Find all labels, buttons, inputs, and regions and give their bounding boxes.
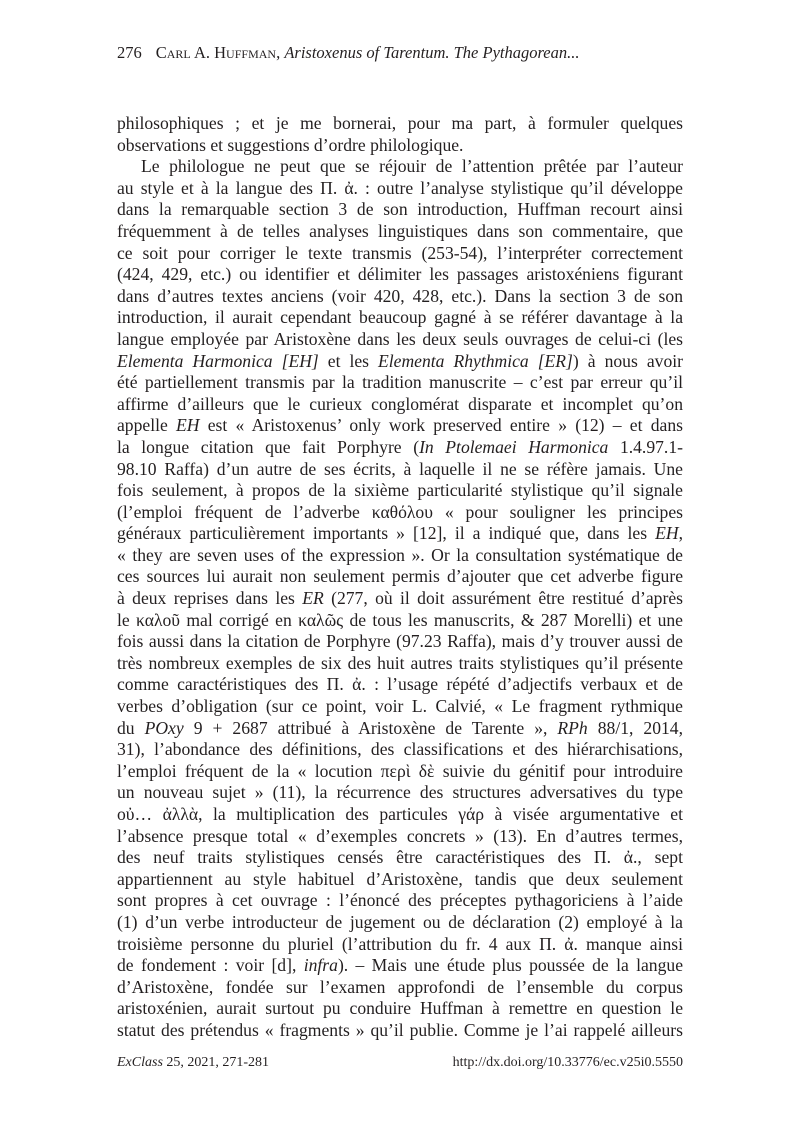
text-segment: l’absence presque total « d’exemples concrets » (13). En d’autres termes, xyxy=(117,825,683,846)
text-line xyxy=(117,847,683,869)
journal-name: ExClass xyxy=(117,1055,163,1070)
text-line xyxy=(117,674,683,696)
text-line xyxy=(117,286,683,308)
text-line xyxy=(117,696,683,718)
text-line xyxy=(117,588,683,610)
text-line xyxy=(117,437,683,459)
text-segment: et les xyxy=(318,350,379,371)
italic-text: Elementa Harmonica [EH] xyxy=(117,350,319,371)
text-segment: Le philologue ne peut que se réjouir de l’attention prêtée par l’auteur xyxy=(141,156,683,177)
italic-text: In Ptolemaei Harmonica xyxy=(419,436,609,457)
text-line xyxy=(117,998,683,1020)
text-segment: verbes d’obligation (sur ce point, voir L. Calvié, « Le fragment rythmique xyxy=(117,696,683,717)
text-line xyxy=(117,955,683,977)
text-line xyxy=(117,264,683,286)
page-number: 276 xyxy=(117,43,142,62)
italic-text: POxy xyxy=(144,717,184,738)
italic-text: Elementa Rhythmica [ER] xyxy=(378,350,573,371)
text-segment: 1.4.97.1- xyxy=(608,436,683,457)
text-segment: (1) d’un verbe introducteur de jugement ou de déclaration (2) employé à la xyxy=(117,911,683,932)
text-segment: comme caractéristiques des Π. ἀ. : l’usage répété d’adjectifs verbaux et de xyxy=(117,674,683,695)
text-segment: des neuf traits stylistiques censés être caractéristiques des Π. ἀ., sept xyxy=(117,847,683,868)
text-line xyxy=(117,135,683,157)
text-line xyxy=(117,1020,683,1042)
text-segment: statut des prétendus « fragments » qu’il publie. Comme je l’ai rappelé ailleurs xyxy=(117,1019,683,1040)
text-line xyxy=(117,178,683,200)
text-segment: appelle xyxy=(117,415,177,436)
header-author: Carl A. Huffman xyxy=(155,43,277,62)
text-segment: au style et à la langue des Π. ἀ. : outre l’analyse stylistique qu’il développe xyxy=(117,177,683,198)
text-line xyxy=(117,480,683,502)
text-segment: 98.10 Raffa) d’un autre de ses écrits, à laquelle il ne se réfère jamais. Une xyxy=(117,458,683,479)
italic-text: EH xyxy=(176,415,200,436)
text-line xyxy=(117,912,683,934)
text-line xyxy=(117,415,683,437)
text-line xyxy=(117,804,683,826)
text-segment: 31), l’abondance des définitions, des classifications et des hiérarchisations, xyxy=(117,739,683,760)
text-segment: langue employée par Aristoxène dans les deux seuls ouvrages de celui-ci (les xyxy=(117,328,683,349)
text-segment: fois aussi dans la citation de Porphyre (97.23 Raffa), mais d’y trouver aussi de xyxy=(117,631,683,652)
text-line xyxy=(117,351,683,373)
text-line xyxy=(117,502,683,524)
text-segment: aristoxénien, aurait surtout pu conduire Huffman à remettre en question le xyxy=(117,998,683,1019)
text-segment: du xyxy=(117,717,145,738)
text-segment: un nouveau sujet » (11), la récurrence des structures adversatives du type xyxy=(117,782,683,803)
text-segment: été partiellement transmis par la tradition manuscrite – c’est par erreur qu’il xyxy=(117,372,683,393)
footer-citation xyxy=(117,1055,269,1071)
header-separator: , xyxy=(276,43,285,62)
text-segment: le καλοῦ mal corrigé en καλῶς de tous les manuscrits, & 287 Morelli) et une xyxy=(117,609,683,630)
text-line xyxy=(117,890,683,912)
text-line xyxy=(117,826,683,848)
text-segment: appartiennent au style habituel d’Aristoxène, tandis que deux seulement xyxy=(117,868,683,889)
text-line xyxy=(117,782,683,804)
text-segment: dans d’autres textes anciens (voir 420, 428, etc.). Dans la section 3 de son xyxy=(117,285,683,306)
body-text xyxy=(117,113,683,1042)
text-line xyxy=(117,977,683,999)
italic-text: infra xyxy=(303,955,338,976)
text-line xyxy=(117,610,683,632)
italic-text: ER xyxy=(302,588,324,609)
text-segment: (424, 429, etc.) ou identifier et délimiter les passages aristoxéniens figurant xyxy=(117,264,683,285)
header-title: Aristoxenus of Tarentum. The Pythagorean... xyxy=(284,43,580,62)
text-segment: 9 + 2687 attribué à Aristoxène de Tarente », xyxy=(183,717,558,738)
text-line xyxy=(117,545,683,567)
text-segment: est « Aristoxenus’ only work preserved entire » (12) – et dans xyxy=(199,415,683,436)
text-line xyxy=(117,631,683,653)
running-header xyxy=(117,43,579,63)
text-segment: (l’emploi fréquent de l’adverbe καθόλου « pour souligner les principes xyxy=(117,501,683,522)
text-line xyxy=(117,653,683,675)
text-segment: ). – Mais une étude plus poussée de la langue xyxy=(337,955,684,976)
text-line xyxy=(117,761,683,783)
text-line xyxy=(117,113,683,135)
text-line xyxy=(117,372,683,394)
text-segment: fréquemment à de telles analyses linguistiques dans son commentaire, que xyxy=(117,220,683,241)
text-segment: la longue citation que fait Porphyre ( xyxy=(117,436,420,457)
text-line xyxy=(117,243,683,265)
text-segment: d’Aristoxène, fondée sur l’examen approfondi de l’ensemble du corpus xyxy=(117,976,683,997)
text-segment: dans la remarquable section 3 de son introduction, Huffman recourt ainsi xyxy=(117,199,683,220)
text-segment: affirme d’ailleurs que le curieux conglomérat disparate et incomplet qu’on xyxy=(117,393,683,414)
journal-citation: 25, 2021, 271-281 xyxy=(162,1055,270,1070)
text-segment: 88/1, 2014, xyxy=(587,717,683,738)
italic-text: EH xyxy=(655,523,679,544)
text-segment: philosophiques ; et je me bornerai, pour ma part, à formuler quelques xyxy=(117,113,683,133)
text-line xyxy=(117,221,683,243)
text-segment: très nombreux exemples de six des huit autres traits stylistiques qu’il présente xyxy=(117,652,683,673)
text-segment: ) à nous avoir xyxy=(572,350,683,371)
text-line xyxy=(117,718,683,740)
text-segment: fois seulement, à propos de la sixième particularité stylistique qu’il signale xyxy=(117,480,683,501)
text-segment: troisième personne du pluriel (l’attribution du fr. 4 aux Π. ἀ. manque ainsi xyxy=(117,933,683,954)
text-segment: à deux reprises dans les xyxy=(117,588,303,609)
text-segment: ces sources lui aurait non seulement permis d’ajouter que cet adverbe figure xyxy=(117,566,683,587)
text-line xyxy=(117,156,683,178)
text-segment: généraux particulièrement importants » [12], il a indiqué que, dans les xyxy=(117,523,656,544)
text-segment: sont propres à cet ouvrage : l’énoncé des préceptes pythagoriciens à l’aide xyxy=(117,890,683,911)
text-line xyxy=(117,199,683,221)
text-line xyxy=(117,394,683,416)
footer-doi[interactable]: http://dx.doi.org/10.33776/ec.v25i0.5550 xyxy=(452,1055,683,1070)
text-segment: ce soit pour corriger le texte transmis (253-54), l’interpréter correctement xyxy=(117,242,683,263)
text-line xyxy=(117,934,683,956)
text-segment: , xyxy=(678,523,683,544)
italic-text: RPh xyxy=(557,717,588,738)
text-segment: (277, où il doit assurément être restitué d’après xyxy=(323,588,683,609)
text-line xyxy=(117,329,683,351)
text-line xyxy=(117,869,683,891)
text-segment: « they are seven uses of the expression ». Or la consultation systématique de xyxy=(117,544,683,565)
text-line xyxy=(117,739,683,761)
text-segment: de fondement : voir [d], xyxy=(117,955,304,976)
text-segment: οὐ… ἀλλὰ, la multiplication des particules γάρ à visée argumentative et xyxy=(117,804,683,824)
text-line xyxy=(117,307,683,329)
text-line xyxy=(117,523,683,545)
text-line xyxy=(117,459,683,481)
text-segment: l’emploi fréquent de la « locution περὶ δὲ suivie du génitif pour introduire xyxy=(117,760,683,781)
text-segment: introduction, il aurait cependant beaucoup gagné à se référer davantage à la xyxy=(117,307,683,328)
text-segment: observations et suggestions d’ordre philologique. xyxy=(117,134,464,155)
text-line xyxy=(117,566,683,588)
